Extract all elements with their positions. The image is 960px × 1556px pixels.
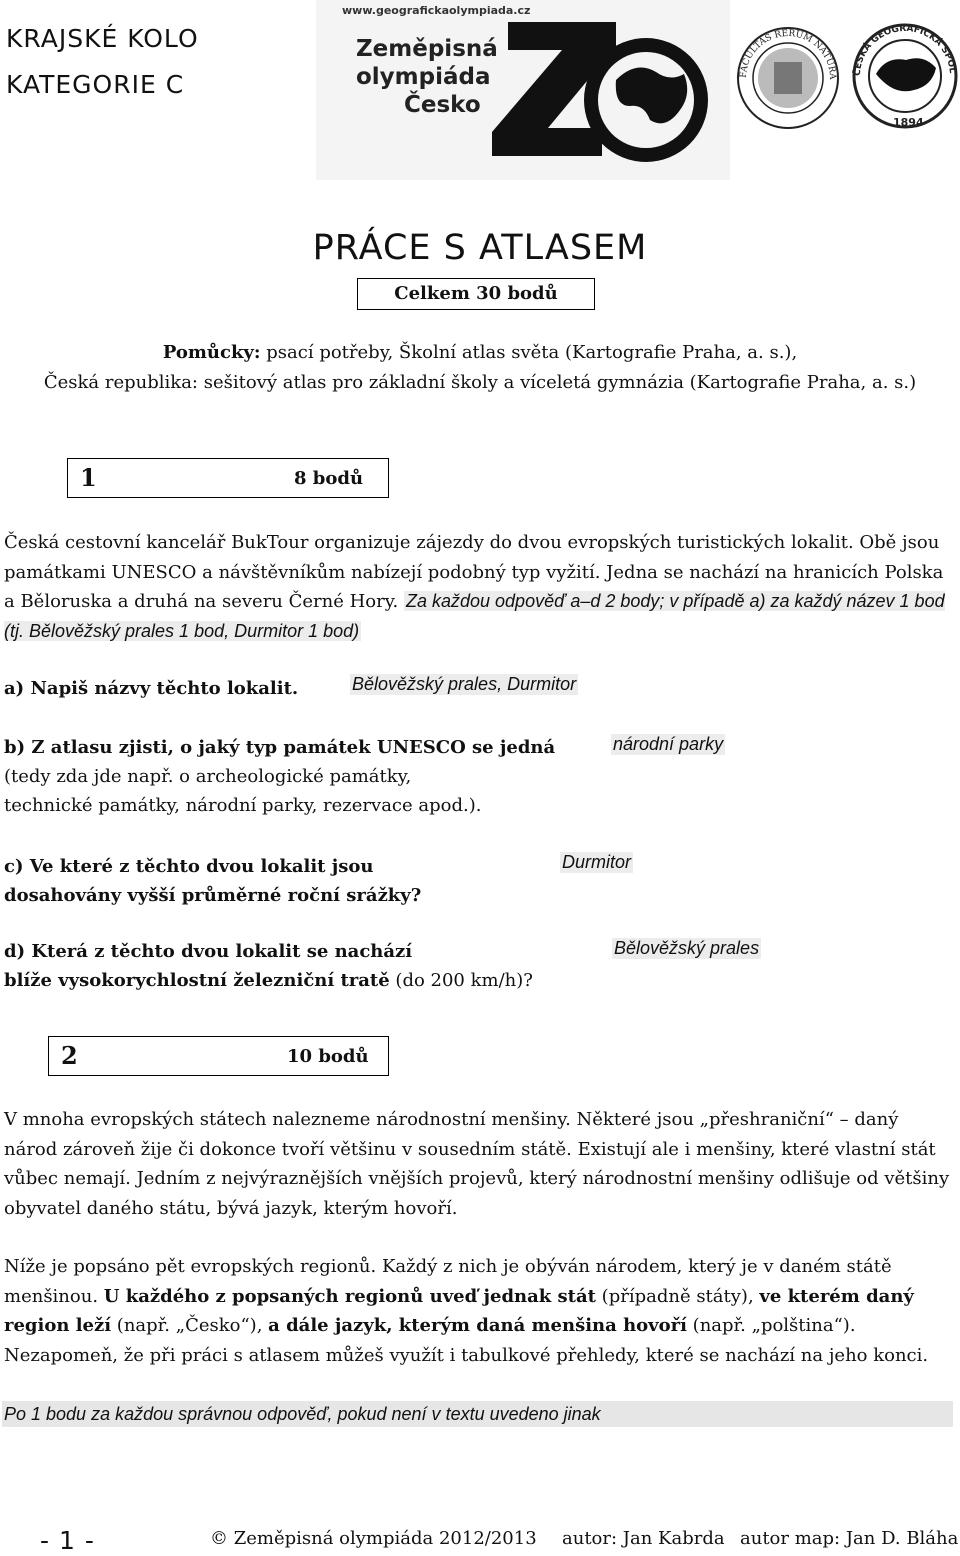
society-seal-text: ČESKÁ GEOGRAFICKÁ SPOL: [852, 23, 957, 77]
task-points: 8 bodů: [294, 468, 364, 489]
question-d-line-2: blíže vysokorychlostní železniční tratě: [4, 970, 390, 991]
footer-map-author: autor map: Jan D. Bláha: [740, 1528, 959, 1549]
task-points: 10 bodů: [287, 1046, 369, 1067]
task-1-intro: [4, 528, 954, 646]
society-seal-year: 1894: [893, 116, 924, 129]
task-2-paragraph-2: [4, 1252, 954, 1370]
p2-text-g: (např. „polština“). Nezapomeň, že při práci s atlasem můžeš využít i tabulkové přehledy, které se nachází na jeho konci.: [4, 1315, 929, 1366]
contest-category: KATEGORIE C: [6, 70, 185, 99]
answer-d: Bělověžský prales: [614, 938, 760, 958]
logo-url: www.geografickaolympiada.cz: [342, 4, 531, 17]
question-b: [4, 733, 604, 820]
task-1-header: [67, 458, 389, 498]
geography-society-seal: [852, 22, 958, 134]
faculty-seal-text: FACULTAS RERUM NATURA: [738, 28, 838, 80]
task-2-scoring: Po 1 bodu za každou správnou odpověď, pokud není v textu uvedeno jinak: [2, 1401, 953, 1427]
question-d-line-3: (do 200 km/h)?: [389, 970, 533, 991]
question-b-note-1: (tedy zda jde např. o archeologické památky,: [4, 766, 412, 787]
question-c: [4, 852, 421, 910]
question-d-line-1: d) Která z těchto dvou lokalit se nachází: [4, 941, 413, 962]
p2-text-c: (případně státy),: [595, 1285, 760, 1307]
question-a: a) Napiš názvy těchto lokalit.: [4, 678, 299, 699]
logo-name-1: Zeměpisná: [356, 36, 498, 62]
p2-bold-f: a dále jazyk, kterým daná menšina hovoří: [268, 1315, 687, 1336]
question-b-note-2: technické památky, národní parky, rezervace apod.).: [4, 795, 482, 816]
logo-name-2: olympiáda: [356, 64, 491, 90]
footer-copyright: © Zeměpisná olympiáda 2012/2013: [210, 1528, 537, 1549]
question-d: [4, 937, 533, 995]
task-2-paragraph-1: V mnoha evropských státech nalezneme národnostní menšiny. Některé jsou „přeshraniční“ – daný národ zároveň žije či dokonce tvoří většinu v sousedním státě. Existují ale i menšiny, které vlastní stát vůbec nemají. Jedním z nejvýraznějších vnějších projevů, který národnostní menšiny odlišuje od většiny obyvatel daného státu, bývá jazyk, kterým hovoří.: [4, 1109, 950, 1219]
p2-text-a: Níže je popsáno pět evropských regionů. Každý z nich je obýván národem, který je v daném státě menšinou.: [4, 1256, 892, 1307]
question-c-line-1: c) Ve které z těchto dvou lokalit jsou: [4, 856, 374, 877]
page-number: - 1 -: [40, 1526, 95, 1555]
task-number: 2: [61, 1041, 78, 1070]
answer-c: Durmitor: [562, 852, 632, 872]
aids-label: Pomůcky:: [162, 342, 261, 363]
task-number: 1: [80, 463, 97, 492]
task-1-scoring: Za každou odpověď a–d 2 body; v případě a) za každý název 1 bod (tj. Bělověžský prales 1 bod, Durmitor 1 bod): [4, 591, 945, 641]
logo-name-3: Česko: [404, 92, 481, 118]
page-title: PRÁCE S ATLASEM: [312, 228, 648, 268]
task-2-header: [48, 1036, 389, 1076]
olympiad-logo: [316, 0, 730, 180]
task-1-intro-text: Česká cestovní kancelář BukTour organizuje zájezdy do dvou evropských turistických lokalit. Obě jsou památkami UNESCO a návštěvníkům nabízejí podobný typ vyžití. Jedna se nachází na hranicích Polska a Běloruska a druhá na severu Černé Hory.: [4, 532, 944, 612]
logo-graphic: [316, 0, 730, 180]
answer-a: Bělověžský prales, Durmitor: [352, 674, 577, 694]
answer-b: národní parky: [613, 734, 724, 754]
p2-text-e: (např. „Česko“),: [111, 1315, 269, 1336]
faculty-seal: [736, 26, 840, 130]
p2-bold-d: ve kterém daný region leží: [4, 1285, 914, 1336]
footer-author: autor: Jan Kabrda: [562, 1528, 725, 1549]
total-points: Celkem 30 bodů: [357, 278, 595, 310]
aids-paragraph: [0, 338, 960, 398]
aids-line-2: Česká republika: sešitový atlas pro základní školy a víceletá gymnázia (Kartografie Praha, a. s.): [43, 372, 917, 393]
p2-bold-b: U každého z popsaných regionů uveď jednak stát: [103, 1285, 596, 1307]
page-footer: [40, 1524, 960, 1556]
contest-level: KRAJSKÉ KOLO: [6, 24, 199, 53]
society-seal-graphic: [852, 22, 958, 134]
question-b-main: b) Z atlasu zjisti, o jaký typ památek UNESCO se jedná: [4, 737, 556, 758]
aids-line-1: psací potřeby, Školní atlas světa (Kartografie Praha, a. s.),: [260, 342, 798, 363]
contest-header: [6, 16, 199, 108]
question-c-line-2: dosahovány vyšší průměrné roční srážky?: [4, 885, 422, 906]
faculty-seal-graphic: [736, 26, 840, 130]
